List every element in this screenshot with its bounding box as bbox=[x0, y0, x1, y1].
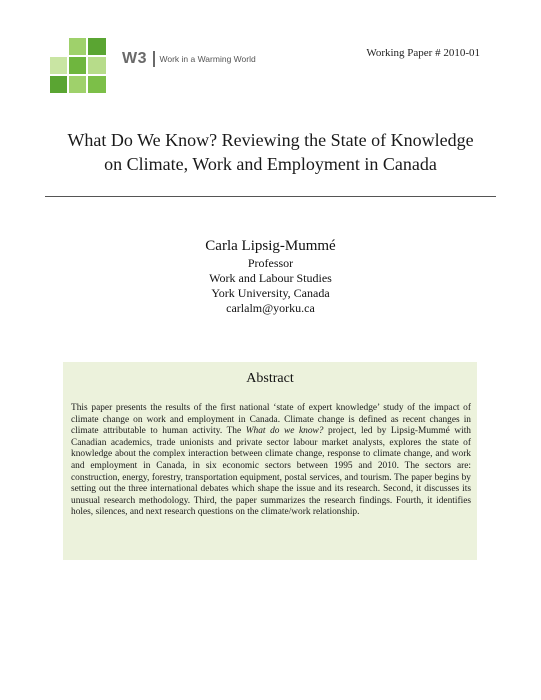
author-name: Carla Lipsig-Mummé bbox=[205, 238, 336, 254]
abstract-project-name: What do we know? bbox=[245, 426, 324, 437]
brand-w3: W3 bbox=[122, 50, 147, 67]
paper-title bbox=[40, 128, 501, 176]
working-paper-number: Working Paper # 2010-01 bbox=[366, 47, 480, 59]
title-line-1: What Do We Know? Reviewing the State of Knowledge bbox=[67, 130, 474, 150]
brand-name: Work in a Warming World bbox=[159, 54, 256, 64]
abstract-text bbox=[71, 403, 471, 519]
title-line-2: on Climate, Work and Employment in Canada bbox=[104, 154, 437, 174]
abstract-box bbox=[63, 362, 477, 560]
title-divider bbox=[45, 196, 496, 197]
brand-wordmark bbox=[122, 50, 256, 68]
abstract-text-part-1: This paper presents the results of the first national ‘state of expert knowledge’ study of the impact of climate change on work and employment in Canada. Climate change is defined as recent changes in climate attributable to human activity. The bbox=[71, 403, 471, 437]
author-institution: York University, Canada bbox=[211, 286, 330, 300]
page-header bbox=[50, 37, 490, 97]
author-block bbox=[70, 236, 471, 316]
abstract-text-part-2: project, led by Lipsig-Mummé with Canadian academics, trade unionists and private sector labour market analysts, explores the state of knowledge about the complex interaction between climate change, response to climate change, and work and employment in Canada, in six economic sectors between 1995 and 2010. The sectors are: construction, energy, forestry, transportation equipment, postal services, and tourism. The paper begins by setting out the three international debates which shape the issue and its research. Second, it discusses its unusual research methodology. Third, the paper summarizes the research findings. Fourth, it identifies holes, silences, and next research questions on the climate/work relationship. bbox=[71, 426, 471, 518]
w3-logo-icon bbox=[50, 37, 112, 95]
author-position: Professor bbox=[247, 256, 294, 270]
brand-separator bbox=[153, 51, 155, 67]
author-email[interactable]: carlalm@yorku.ca bbox=[226, 301, 315, 315]
abstract-heading: Abstract bbox=[246, 371, 294, 386]
author-department: Work and Labour Studies bbox=[209, 271, 332, 285]
